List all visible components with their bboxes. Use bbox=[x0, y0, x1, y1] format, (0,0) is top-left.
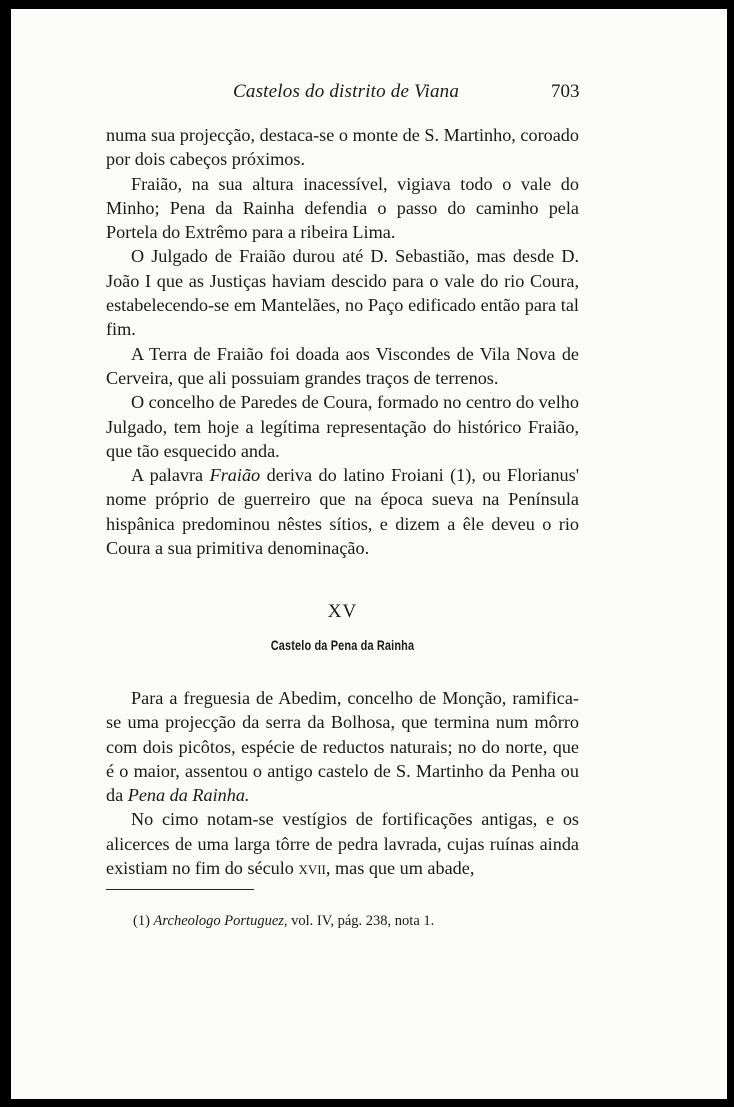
section-heading bbox=[106, 601, 579, 653]
paragraph: numa sua projecção, destaca-se o monte de S. Martinho, coroado por dois cabeços próximos. bbox=[106, 125, 579, 170]
emphasized-word: Fraião bbox=[209, 465, 261, 486]
paragraph-text: Para a freguesia de Abedim, concelho de Monção, ramifica-se uma projecção da serra da Bolhosa, que termina num môrro com dois picôtos, espécie de reductos naturais; no do norte, que é o maior, assentou o antigo castelo de S. Martinho da Penha ou da bbox=[106, 688, 579, 806]
paragraph-fraiao bbox=[106, 463, 579, 560]
footnote bbox=[133, 913, 434, 930]
section-number: XV bbox=[327, 601, 358, 622]
page-header bbox=[11, 81, 727, 111]
body-text-bottom bbox=[106, 686, 579, 880]
paragraph-text: , mas que um abade, bbox=[325, 858, 475, 879]
emphasized-name: Pena da Rainha. bbox=[127, 785, 250, 806]
section-title: Castelo da Pena da Rainha bbox=[270, 637, 415, 653]
footnote-source: Archeologo Portuguez bbox=[153, 913, 284, 929]
running-title: Castelos do distrito de Viana bbox=[233, 81, 460, 102]
paragraph: A Terra de Fraião foi doada aos Viscondes de Vila Nova de Cerveira, que ali possuiam grandes traços de terrenos. bbox=[106, 343, 579, 388]
century-numeral: xvii bbox=[298, 858, 326, 879]
paragraph-text: deriva do latino Froiani (1), ou Florianus' nome próprio de guerreiro que na época sueva na Península hispânica predominou nêstes sítios, e dizem a êle deveu o rio Coura a sua primitiva denominação. bbox=[106, 465, 579, 559]
paragraph: O concelho de Paredes de Coura, formado no centro do velho Julgado, tem hoje a legítima representação do histórico Fraião, que tão esquecido anda. bbox=[106, 392, 579, 461]
paragraph-cimo bbox=[106, 807, 579, 880]
footnote-marker: (1) bbox=[133, 913, 154, 929]
paragraph-abedim bbox=[106, 686, 579, 807]
body-text-top bbox=[106, 123, 579, 560]
footnote-divider bbox=[106, 889, 254, 890]
page-number: 703 bbox=[551, 81, 580, 102]
paragraph-text: A palavra bbox=[131, 465, 210, 486]
paragraph: O Julgado de Fraião durou até D. Sebastião, mas desde D. João I que as Justiças haviam descido para o vale do rio Coura, estabelecendo-se em Mantelães, no Paço edificado então para tal fim. bbox=[106, 246, 579, 340]
paragraph-text: No cimo notam-se vestígios de fortificações antigas, e os alicerces de uma larga tôrre de pedra lavrada, cujas ruínas ainda existiam no fim do século bbox=[106, 809, 579, 879]
paragraph: Fraião, na sua altura inacessível, vigiava todo o vale do Minho; Pena da Rainha defendia o passo do caminho pela Portela do Extrêmo para a ribeira Lima. bbox=[106, 173, 579, 243]
book-page bbox=[11, 9, 727, 1099]
footnote-text: , vol. IV, pág. 238, nota 1. bbox=[283, 913, 435, 929]
